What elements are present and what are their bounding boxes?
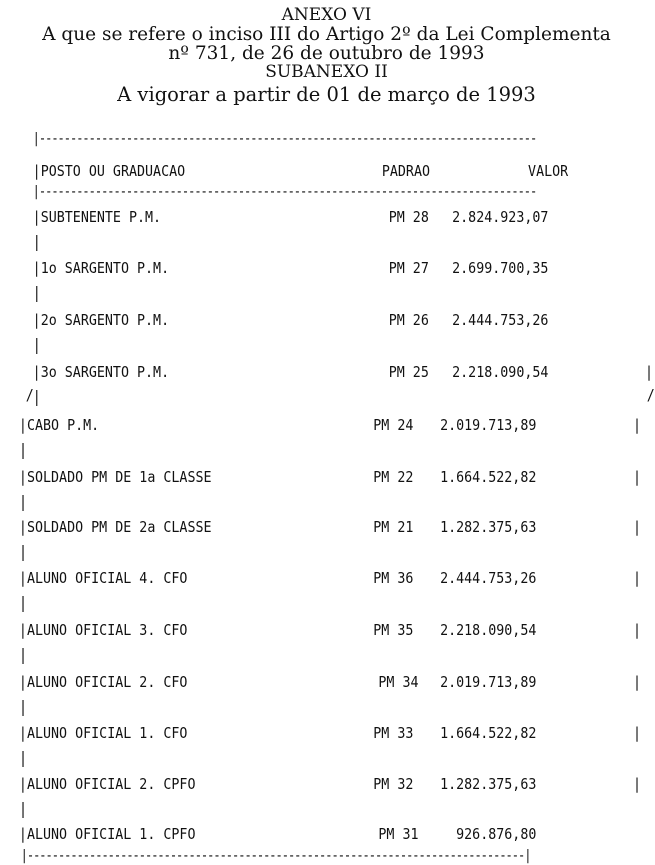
- row-separator: |: [32, 283, 41, 302]
- row-posto: |CABO P.M.: [18, 416, 100, 434]
- row-posto: |3o SARGENTO P.M.: [32, 363, 170, 381]
- table-top-rule: |--------------------------------------------------------------------------------: [32, 131, 537, 147]
- row-separator: |: [18, 799, 28, 818]
- row-slash-left: /: [25, 386, 34, 404]
- row-posto: |ALUNO OFICIAL 2. CPFO: [18, 775, 196, 793]
- column-header-padrao: PADRAO: [381, 162, 430, 180]
- row-posto: |SUBTENENTE P.M.: [32, 208, 162, 226]
- row-right-separator: |: [632, 673, 641, 691]
- table-header-rule: |--------------------------------------------------------------------------------: [32, 184, 537, 200]
- row-padrao: PM 28: [388, 208, 429, 226]
- row-posto: |ALUNO OFICIAL 1. CFO: [18, 724, 188, 742]
- row-separator: |: [32, 335, 41, 354]
- row-valor: 2.699.700,35: [452, 259, 549, 277]
- row-padrao: PM 31: [378, 825, 419, 843]
- row-right-separator: |: [632, 569, 641, 587]
- row-padrao: PM 32: [373, 775, 414, 793]
- row-padrao: PM 22: [373, 468, 414, 486]
- row-separator: |: [18, 697, 28, 716]
- row-valor: 2.218.090,54: [452, 363, 549, 381]
- row-padrao: PM 25: [388, 363, 429, 381]
- row-valor: 1.664.522,82: [440, 724, 537, 742]
- row-padrao: PM 26: [388, 311, 429, 329]
- row-valor: 926.876,80: [456, 825, 537, 843]
- annex-law-number: nº 731, de 26 de outubro de 1993: [168, 43, 485, 64]
- row-posto: |2o SARGENTO P.M.: [32, 311, 170, 329]
- row-valor: 2.444.753,26: [440, 569, 537, 587]
- row-valor: 1.664.522,82: [440, 468, 537, 486]
- subannex-title: SUBANEXO II: [265, 62, 388, 82]
- effective-date: A vigorar a partir de 01 de março de 1993: [117, 83, 536, 106]
- row-right-separator: |: [632, 775, 641, 793]
- row-right-separator: |: [632, 468, 641, 486]
- row-valor: 1.282.375,63: [440, 518, 537, 536]
- row-separator: |: [18, 645, 28, 664]
- row-posto: |1o SARGENTO P.M.: [32, 259, 170, 277]
- row-right-separator: |: [632, 621, 641, 639]
- column-header-posto: |POSTO OU GRADUACAO: [32, 162, 186, 180]
- row-separator: |: [18, 748, 28, 767]
- row-posto: |SOLDADO PM DE 1a CLASSE: [18, 468, 212, 486]
- row-posto: |ALUNO OFICIAL 1. CPFO: [18, 825, 196, 843]
- row-padrao: PM 33: [373, 724, 414, 742]
- row-padrao: PM 35: [373, 621, 414, 639]
- row-separator: |: [18, 542, 28, 561]
- row-posto: |ALUNO OFICIAL 4. CFO: [18, 569, 188, 587]
- row-separator: |: [32, 232, 41, 251]
- row-padrao: PM 34: [378, 673, 419, 691]
- row-right-separator: |: [645, 363, 654, 381]
- column-header-valor: VALOR: [528, 162, 569, 180]
- row-posto: |ALUNO OFICIAL 2. CFO: [18, 673, 188, 691]
- row-valor: 2.824.923,07: [452, 208, 549, 226]
- row-padrao: PM 24: [373, 416, 414, 434]
- row-slash-right: /: [646, 386, 655, 404]
- row-posto: |SOLDADO PM DE 2a CLASSE: [18, 518, 212, 536]
- row-valor: 2.019.713,89: [440, 416, 537, 434]
- row-padrao: PM 36: [373, 569, 414, 587]
- annex-title: ANEXO VI: [281, 5, 372, 25]
- row-separator: |: [18, 593, 28, 612]
- row-right-separator: |: [632, 518, 641, 536]
- row-valor: 2.444.753,26: [452, 311, 549, 329]
- row-posto: |ALUNO OFICIAL 3. CFO: [18, 621, 188, 639]
- row-padrao: PM 27: [388, 259, 429, 277]
- row-separator: |: [32, 387, 41, 406]
- row-valor: 2.218.090,54: [440, 621, 537, 639]
- row-separator: |: [18, 440, 28, 459]
- row-valor: 2.019.713,89: [440, 673, 537, 691]
- row-valor: 1.282.375,63: [440, 775, 537, 793]
- table-bottom-rule: |--------------------------------------------------------------------------------|: [20, 848, 531, 864]
- row-separator: |: [18, 492, 28, 511]
- row-right-separator: |: [632, 724, 641, 742]
- row-right-separator: |: [632, 416, 641, 434]
- row-padrao: PM 21: [373, 518, 414, 536]
- annex-reference: A que se refere o inciso III do Artigo 2º da Lei Complementa: [42, 24, 611, 45]
